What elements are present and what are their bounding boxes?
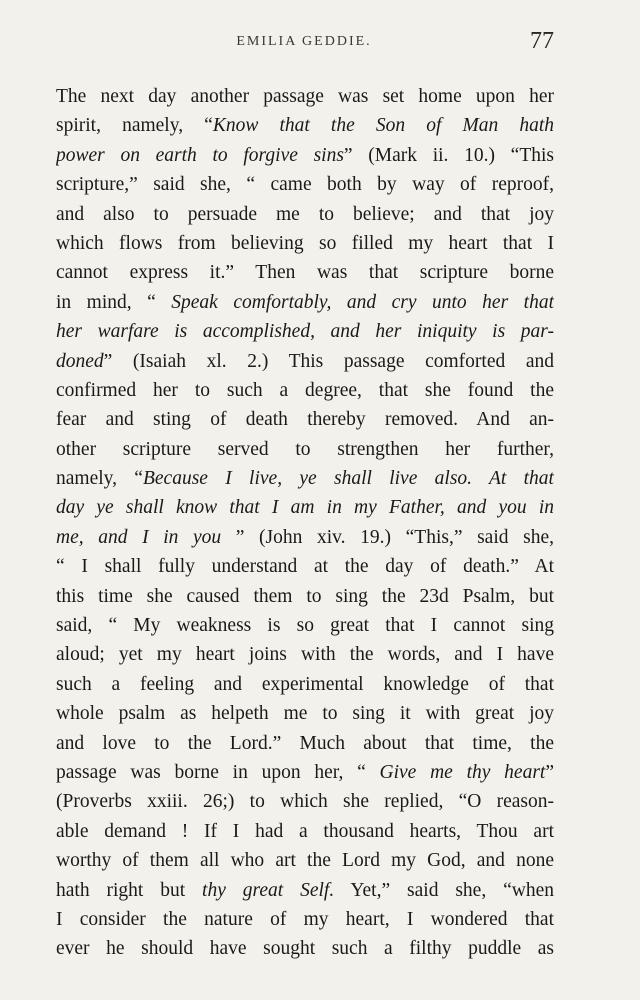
text-run: hath right but: [56, 879, 203, 901]
text-line: [56, 582, 554, 611]
text-line: [56, 729, 554, 758]
text-run: ever he should have sought such a filthy puddle as: [56, 938, 554, 960]
text-run: ” (Mark ii. 10.) “This: [343, 144, 554, 166]
text-line: [56, 934, 554, 963]
text-line: [56, 200, 554, 229]
text-line: [56, 817, 554, 846]
text-line: [56, 141, 554, 170]
text-run: and love to the Lord.” Much about that time, the: [56, 732, 554, 754]
text-run: in mind, “: [56, 291, 172, 313]
text-run: ” (Isaiah xl. 2.) This passage comforted and: [103, 350, 554, 372]
text-line: [56, 347, 554, 376]
text-line: [56, 905, 554, 934]
text-line: [56, 111, 554, 140]
text-line: [56, 464, 554, 493]
text-run: ”: [545, 761, 554, 783]
text-run: cannot express it.” Then was that scripture borne: [56, 262, 554, 284]
running-head: EMILIA GEDDIE.: [236, 34, 372, 49]
text-run: ” (John xiv. 19.) “This,” said she,: [221, 526, 554, 548]
text-run: confirmed her to such a degree, that she found the: [56, 379, 554, 401]
italic-quote: Know that the Son of Man hath: [212, 115, 554, 137]
text-run: The next day another passage was set home upon her: [56, 86, 554, 107]
body-text: [56, 82, 554, 964]
text-line: [56, 82, 554, 111]
text-run: I consider the nature of my heart, I wondered that: [56, 908, 554, 930]
text-run: this time she caused them to sing the 23d Psalm, but: [56, 585, 554, 607]
text-line: [56, 876, 554, 905]
text-run: namely, “: [56, 468, 143, 490]
italic-quote: me, and I in you: [56, 526, 222, 548]
text-line: [56, 699, 554, 728]
text-run: and also to persuade me to believe; and that joy: [56, 203, 554, 225]
text-line: [56, 317, 554, 346]
italic-quote: her warfare is accomplished, and her iniquity is par-: [56, 321, 554, 343]
text-line: [56, 846, 554, 875]
text-line: [56, 670, 554, 699]
text-run: fear and sting of death thereby removed. And an-: [56, 409, 554, 431]
text-line: [56, 435, 554, 464]
page-number: 77: [530, 28, 554, 54]
text-line: [56, 552, 554, 581]
text-line: [56, 288, 554, 317]
text-line: [56, 229, 554, 258]
text-run: spirit, namely, “: [56, 115, 213, 137]
text-line: [56, 758, 554, 787]
text-line: [56, 493, 554, 522]
text-run: “ I shall fully understand at the day of death.” At: [56, 556, 554, 578]
text-line: [56, 405, 554, 434]
text-line: [56, 376, 554, 405]
italic-quote: day ye shall know that I am in my Father, and you in: [56, 497, 554, 519]
text-line: [56, 640, 554, 669]
text-run: Yet,” said she, “when: [334, 879, 554, 901]
page-header: [54, 28, 554, 58]
text-line: [56, 170, 554, 199]
text-run: scripture,” said she, “ came both by way of reproof,: [56, 174, 554, 196]
text-run: worthy of them all who art the Lord my God, and none: [56, 850, 554, 872]
text-run: said, “ My weakness is so great that I cannot sing: [56, 615, 554, 637]
text-run: passage was borne in upon her, “: [56, 761, 380, 783]
italic-quote: power on earth to forgive sins: [56, 144, 344, 166]
text-line: [56, 787, 554, 816]
italic-quote: thy great Self.: [202, 879, 335, 901]
text-run: able demand ! If I had a thousand hearts, Thou art: [56, 820, 554, 842]
text-line: [56, 611, 554, 640]
text-run: (Proverbs xxiii. 26;) to which she replied, “O reason-: [56, 791, 554, 813]
text-run: other scripture served to strengthen her further,: [56, 438, 554, 460]
text-line: [56, 523, 554, 552]
italic-quote: doned: [56, 350, 104, 372]
italic-quote: Speak comfortably, and cry unto her that: [171, 291, 554, 313]
text-run: aloud; yet my heart joins with the words, and I have: [56, 644, 554, 666]
italic-quote: Give me thy heart: [379, 761, 546, 783]
italic-quote: Because I live, ye shall live also. At that: [142, 468, 554, 490]
text-run: such a feeling and experimental knowledge of that: [56, 673, 554, 695]
text-run: which flows from believing so filled my heart that I: [56, 232, 554, 254]
text-run: whole psalm as helpeth me to sing it with great joy: [56, 703, 554, 725]
text-line: [56, 258, 554, 287]
